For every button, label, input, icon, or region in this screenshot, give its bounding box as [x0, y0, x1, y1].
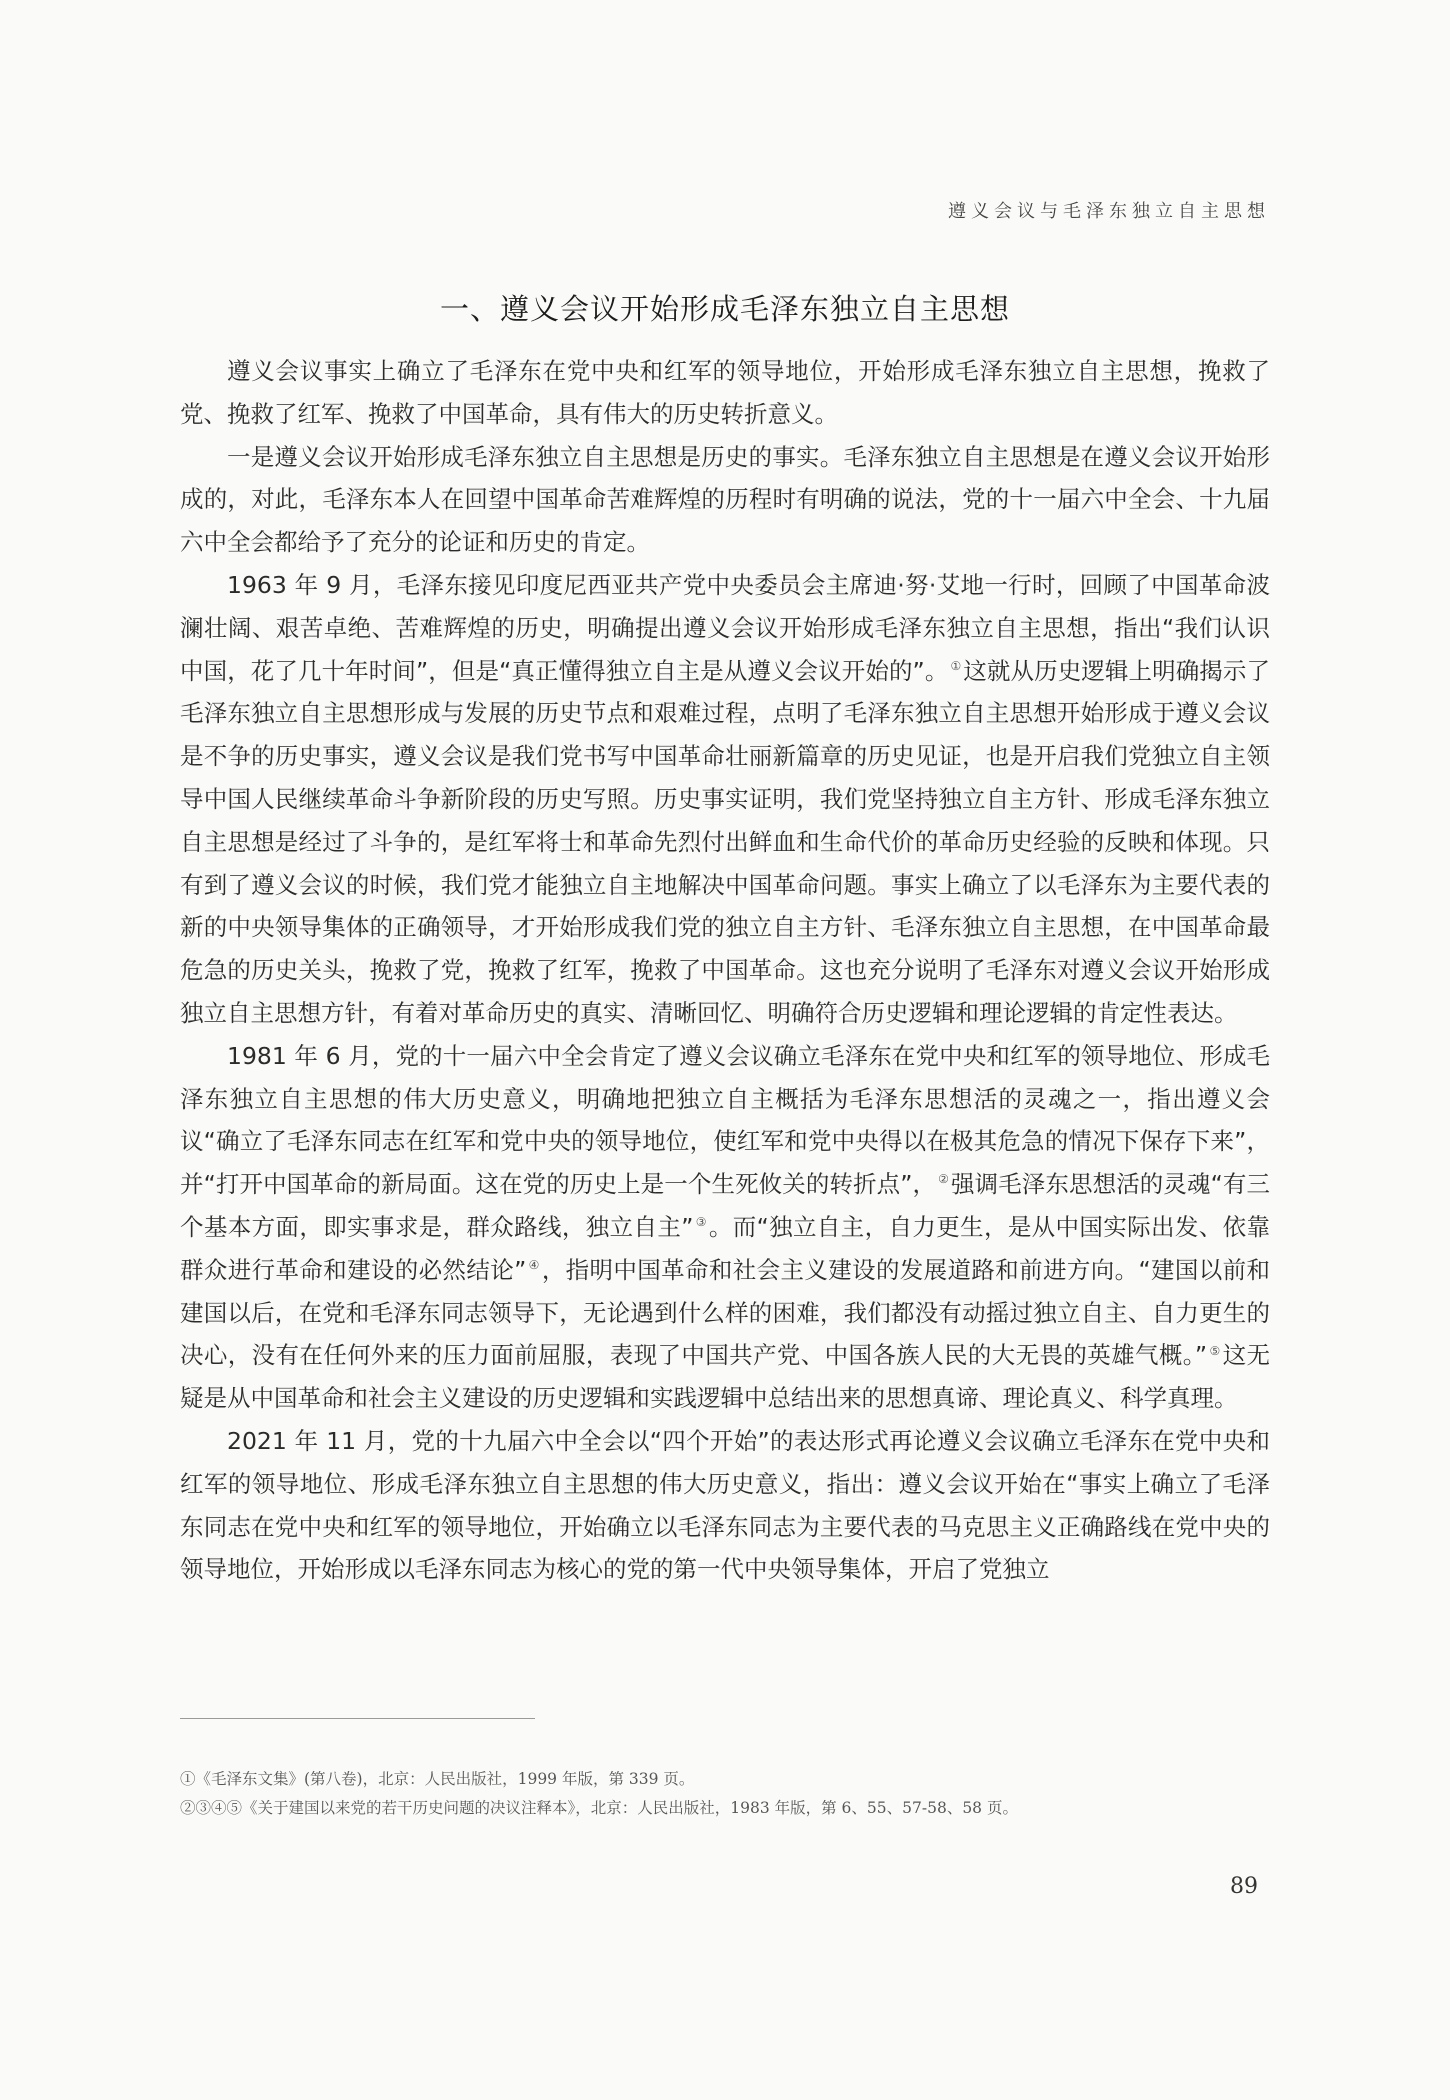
running-header: 遵义会议与毛泽东独立自主思想: [948, 201, 1270, 222]
paragraph-text: 一是遵义会议开始形成毛泽东独立自主思想是历史的事实。毛泽东独立自主思想是在遵义会议开始形成的，对此，毛泽东本人在回望中国革命苦难辉煌的历程时有明确的说法，党的十一届六中全会、十九届六中全会都给予了充分的论证和历史的肯定。: [180, 442, 1270, 557]
paragraph-text: 遵义会议事实上确立了毛泽东在党中央和红军的领导地位，开始形成毛泽东独立自主思想，挽救了党、挽救了红军、挽救了中国革命，具有伟大的历史转折意义。: [180, 357, 1270, 428]
paragraph: [180, 350, 1270, 436]
paragraph-text: 1981 年 6 月，党的十一届六中全会肯定了遵义会议确立毛泽东在党中央和红军的领导地位、形成毛泽东独立自主思想的伟大历史意义，明确地把独立自主概括为毛泽东思想活的灵魂之一，指出遵义会议“确立了毛泽东同志在红军和党中央的领导地位，使红军和党中央得以在极其危急的情况下保存下来”，并“打开中国革命的新局面。这在党的历史上是一个生死攸关的转折点”，: [180, 1041, 1270, 1199]
footnote-ref: ③: [695, 1215, 707, 1230]
paragraph-text: ，指明中国革命和社会主义建设的发展道路和前进方向。“建国以前和建国以后，在党和毛泽东同志领导下，无论遇到什么样的困难，我们都没有动摇过独立自主、自力更生的决心，没有在任何外来的压力面前屈服，表现了中国共产党、中国各族人民的大无畏的英雄气概。”: [180, 1255, 1270, 1370]
paragraph-text: 这无疑是从中国革命和社会主义建设的历史逻辑和实践逻辑中总结出来的思想真谛、理论真义、科学真理。: [180, 1341, 1270, 1413]
footnote-ref: ①: [950, 658, 962, 673]
paragraph: [180, 1035, 1270, 1420]
paragraph: [180, 436, 1270, 564]
paragraph: [180, 1420, 1270, 1591]
footnote-ref: ④: [528, 1257, 540, 1272]
body-text: [180, 350, 1270, 1591]
footnotes: [180, 1765, 1270, 1823]
footnote-ref: ⑤: [1209, 1343, 1221, 1358]
page-number: 89: [1230, 1874, 1258, 1899]
paragraph: [180, 564, 1270, 1035]
paragraph-text: 。而“独立自主，自力更生，是从中国实际出发、依靠群众进行革命和建设的必然结论”: [180, 1212, 1270, 1284]
paragraph-text: 2021 年 11 月，党的十九届六中全会以“四个开始”的表达形式再论遵义会议确立毛泽东在党中央和红军的领导地位、形成毛泽东独立自主思想的伟大历史意义，指出：遵义会议开始在“事实上确立了毛泽东同志在党中央和红军的领导地位，开始确立以毛泽东同志为主要代表的马克思主义正确路线在党中央的领导地位，开始形成以毛泽东同志为核心的党的第一代中央领导集体，开启了党独立: [180, 1426, 1270, 1584]
footnote-divider: [180, 1718, 535, 1719]
section-title: 一、遵义会议开始形成毛泽东独立自主思想: [439, 292, 1010, 326]
footnote-ref: ②: [938, 1172, 949, 1187]
paragraph-text: 1963 年 9 月，毛泽东接见印度尼西亚共产党中央委员会主席迪·努·艾地一行时，回顾了中国革命波澜壮阔、艰苦卓绝、苦难辉煌的历史，明确提出遵义会议开始形成毛泽东独立自主思想，指出“我们认识中国，花了几十年时间”，但是“真正懂得独立自主是从遵义会议开始的”。: [180, 570, 1270, 685]
footnote-item: ①《毛泽东文集》(第八卷)，北京：人民出版社，1999 年版，第 339 页。: [180, 1770, 695, 1788]
paragraph-text: 强调毛泽东思想活的灵魂“有三个基本方面，即实事求是，群众路线，独立自主”: [180, 1170, 1270, 1241]
paragraph-text: 这就从历史逻辑上明确揭示了毛泽东独立自主思想形成与发展的历史节点和艰难过程，点明了毛泽东独立自主思想开始形成于遵义会议是不争的历史事实，遵义会议是我们党书写中国革命壮丽新篇章的历史见证，也是开启我们党独立自主领导中国人民继续革命斗争新阶段的历史写照。历史事实证明，我们党坚持独立自主方针、形成毛泽东独立自主思想是经过了斗争的，是红军将士和革命先烈付出鲜血和生命代价的革命历史经验的反映和体现。只有到了遵义会议的时候，我们党才能独立自主地解决中国革命问题。事实上确立了以毛泽东为主要代表的新的中央领导集体的正确领导，才开始形成我们党的独立自主方针、毛泽东独立自主思想，在中国革命最危急的历史关头，挽救了党，挽救了红军，挽救了中国革命。这也充分说明了毛泽东对遵义会议开始形成独立自主思想方针，有着对革命历史的真实、清晰回忆、明确符合历史逻辑和理论逻辑的肯定性表达。: [180, 656, 1270, 1027]
footnote-item: ②③④⑤《关于建国以来党的若干历史问题的决议注释本》，北京：人民出版社，1983 年版，第 6、55、57-58、58 页。: [180, 1799, 1018, 1817]
